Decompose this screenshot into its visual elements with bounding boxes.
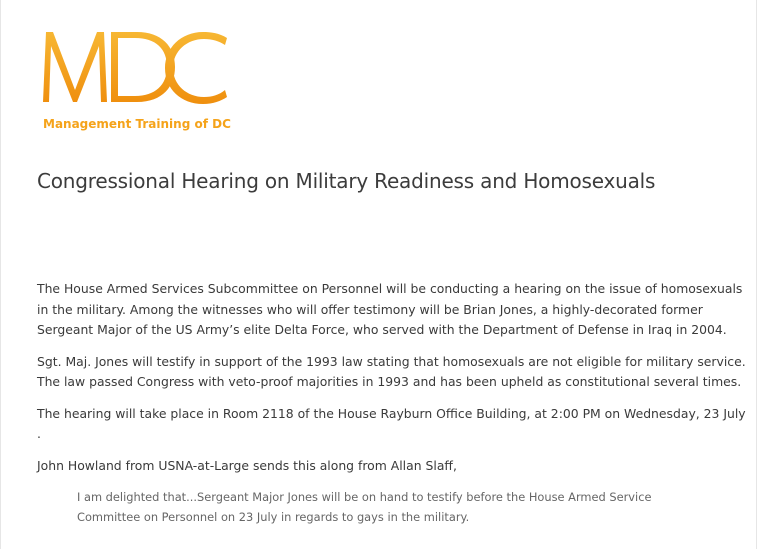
article-paragraph-3: The hearing will take place in Room 2118 of the House Rayburn Office Building, at 2:00 PM on Wednesday, 23 July . bbox=[37, 405, 746, 441]
article-body bbox=[37, 279, 749, 527]
blockquote: I am delighted that...Sergeant Major Jones will be on hand to testify before the House Armed Service Committee on Personnel on 23 July in regards to gays in the military. bbox=[77, 490, 652, 524]
article-paragraph-4: John Howland from USNA-at-Large sends this along from Allan Slaff, bbox=[37, 457, 457, 473]
article-paragraph-2: Sgt. Maj. Jones will testify in support of the 1993 law stating that homosexuals are not eligible for military service. The law passed Congress with veto-proof majorities in 1993 and has been upheld as constitutional several times. bbox=[37, 353, 746, 389]
logo-tagline: Management Training of DC bbox=[43, 117, 231, 131]
page-title: Congressional Hearing on Military Readiness and Homosexuals bbox=[37, 169, 656, 193]
article-paragraph-1: The House Armed Services Subcommittee on Personnel will be conducting a hearing on the issue of homosexuals in the military. Among the witnesses who will offer testimony will be Brian Jones, a highly-decorated former Sergeant Major of the US Army’s elite Delta Force, who served with the Department of Defense in Iraq in 2004. bbox=[37, 281, 743, 337]
mdc-logo[interactable] bbox=[41, 28, 251, 138]
logo-letter-m bbox=[43, 32, 107, 102]
mdc-logo-mark bbox=[41, 28, 251, 116]
